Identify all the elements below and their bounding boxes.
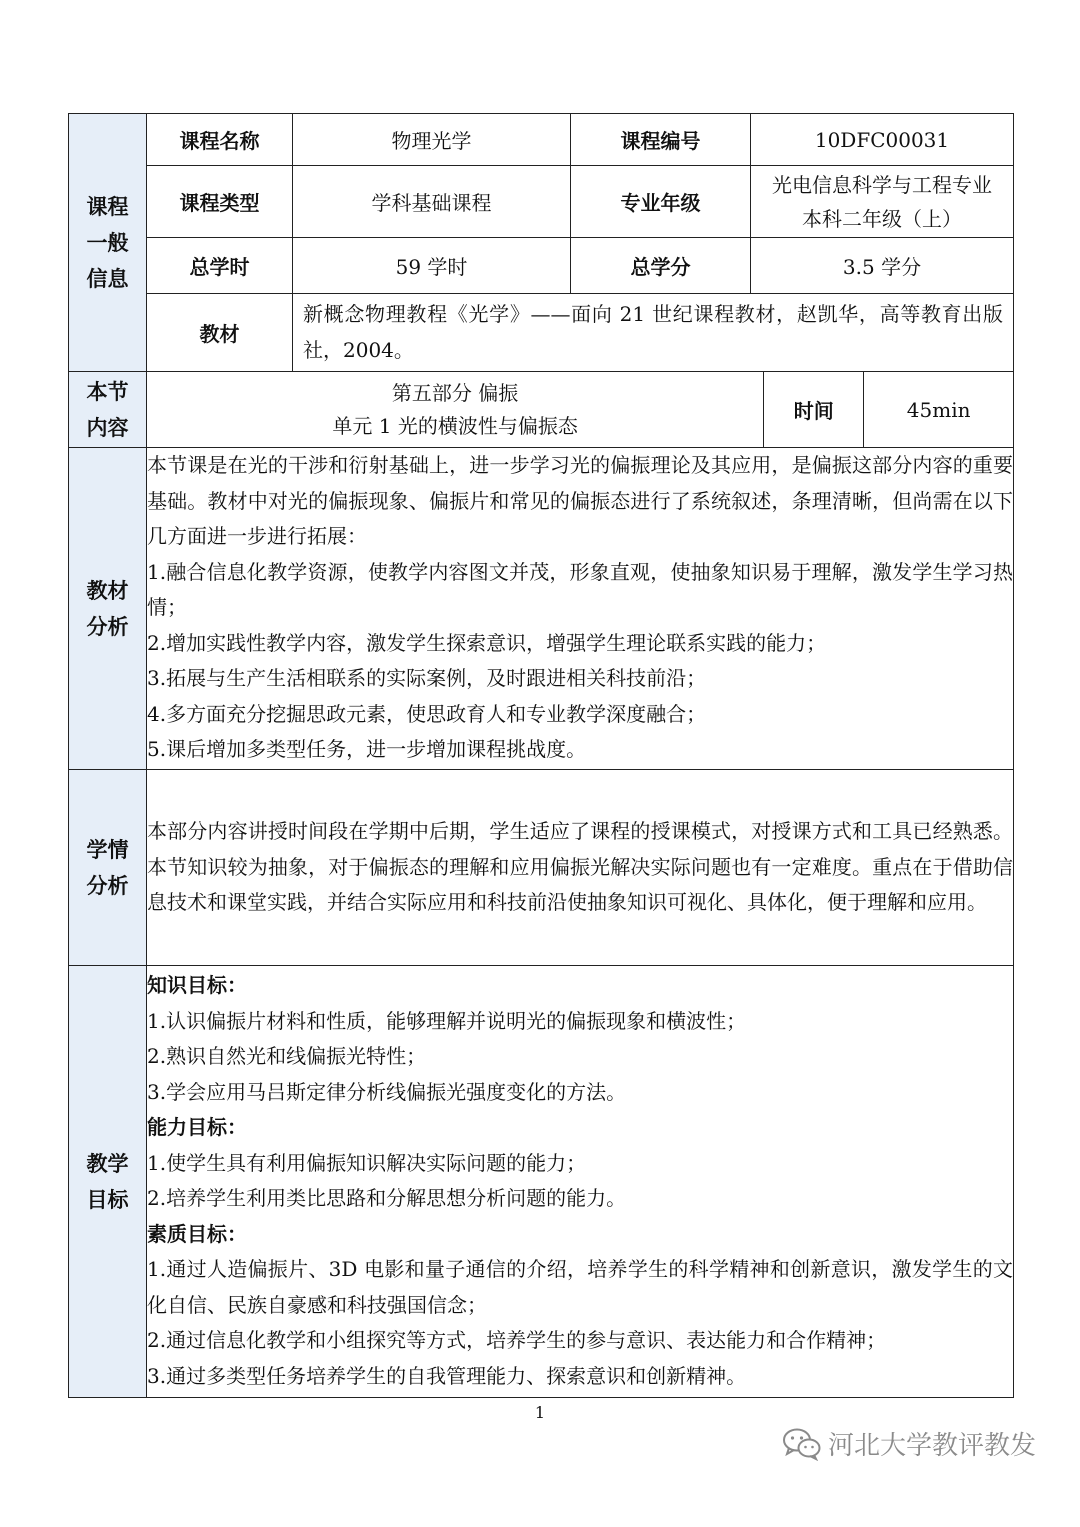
- paragraph: 本节课是在光的干涉和衍射基础上，进一步学习光的偏振理论及其应用，是偏振这部分内容的重要基础。教材中对光的偏振现象、偏振片和常见的偏振态进行了系统叙述，条理清晰，但尚需在以下几方面进一步进行拓展：: [147, 453, 1013, 548]
- list-item: 2.增加实践性教学内容，激发学生探索意识，增强学生理论联系实践的能力；: [147, 630, 827, 655]
- total-credits-value: 3.5 学分: [751, 238, 1014, 294]
- page-number: 1: [534, 1403, 546, 1422]
- course-name-label: 课程名称: [147, 114, 293, 166]
- list-item: 5.课后增加多类型任务，进一步增加课程挑战度。: [147, 737, 587, 761]
- textbook-value: 新概念物理教程《光学》——面向 21 世纪课程教材，赵凯华，高等教育出版社，2004。: [293, 294, 1014, 372]
- list-item: 4.多方面充分挖掘思政元素，使思政育人和专业教学深度融合；: [147, 701, 707, 726]
- list-item: 3.学会应用马吕斯定律分析线偏振光强度变化的方法。: [147, 1079, 627, 1104]
- list-item: 1.使学生具有利用偏振知识解决实际问题的能力；: [147, 1150, 587, 1175]
- list-item: 2.通过信息化教学和小组探究等方式，培养学生的参与意识、表达能力和合作精神；: [147, 1328, 887, 1352]
- list-item: 2.熟识自然光和线偏振光特性；: [147, 1044, 427, 1068]
- quality-heading: 素质目标：: [147, 1221, 247, 1246]
- textbook-analysis-label: 教材 分析: [69, 448, 147, 770]
- course-code-value: 10DFC00031: [751, 114, 1014, 166]
- total-credits-label: 总学分: [571, 238, 751, 294]
- time-label: 时间: [764, 372, 864, 447]
- total-hours-value: 59 学时: [293, 238, 571, 294]
- list-item: 3.通过多类型任务培养学生的自我管理能力、探索意识和创新精神。: [147, 1363, 747, 1388]
- textbook-label: 教材: [147, 294, 293, 372]
- section-content-title: [147, 372, 764, 447]
- course-type-label: 课程类型: [147, 166, 293, 238]
- list-item: 1.融合信息化教学资源，使教学内容图文并茂，形象直观，使抽象知识易于理解，激发学生学习热情；: [147, 559, 1013, 619]
- knowledge-heading: 知识目标：: [147, 973, 247, 997]
- course-info-section-label: 课程 一般 信息: [69, 114, 147, 372]
- major-grade-value: 光电信息科学与工程专业 本科二年级（上）: [751, 166, 1014, 238]
- section-part: 第五部分 偏振: [391, 380, 519, 405]
- section-content-inner: [147, 372, 1013, 447]
- student-analysis-label: 学情 分析: [69, 770, 147, 966]
- wechat-icon: [782, 1427, 822, 1461]
- list-item: 1.认识偏振片材料和性质，能够理解并说明光的偏振现象和横波性；: [147, 1008, 747, 1033]
- section-unit: 单元 1 光的横波性与偏振态: [332, 413, 578, 438]
- teaching-goals-content: [147, 966, 1014, 1398]
- total-hours-label: 总学时: [147, 238, 293, 294]
- textbook-analysis-content: [147, 448, 1014, 770]
- ability-heading: 能力目标：: [147, 1115, 247, 1139]
- list-item: 1.通过人造偏振片、3D 电影和量子通信的介绍，培养学生的科学精神和创新意识，激发学生的文化自信、民族自豪感和科技强国信念；: [147, 1257, 1013, 1317]
- section-content-cell: [147, 372, 1014, 448]
- list-item: 2.培养学生利用类比思路和分解思想分析问题的能力。: [147, 1186, 627, 1210]
- course-code-label: 课程编号: [571, 114, 751, 166]
- lesson-plan-table: [68, 113, 1014, 1398]
- paragraph: 本部分内容讲授时间段在学期中后期，学生适应了课程的授课模式，对授课方式和工具已经熟悉。本节知识较为抽象，对于偏振态的理解和应用偏振光解决实际问题也有一定难度。重点在于借助信息技术和课堂实践，并结合实际应用和科技前沿使抽象知识可视化、具体化，便于理解和应用。: [147, 819, 1013, 915]
- student-analysis-content: [147, 770, 1014, 966]
- watermark: [782, 1425, 1036, 1462]
- list-item: 3.拓展与生产生活相联系的实际案例，及时跟进相关科技前沿；: [147, 666, 707, 690]
- major-grade-label: 专业年级: [571, 166, 751, 238]
- section-content-label: 本节 内容: [69, 372, 147, 448]
- teaching-goals-label: 教学 目标: [69, 966, 147, 1398]
- watermark-text: 河北大学教评教发: [828, 1431, 1037, 1461]
- time-value: 45min: [864, 372, 1013, 447]
- course-type-value: 学科基础课程: [293, 166, 571, 238]
- course-name-value: 物理光学: [293, 114, 571, 166]
